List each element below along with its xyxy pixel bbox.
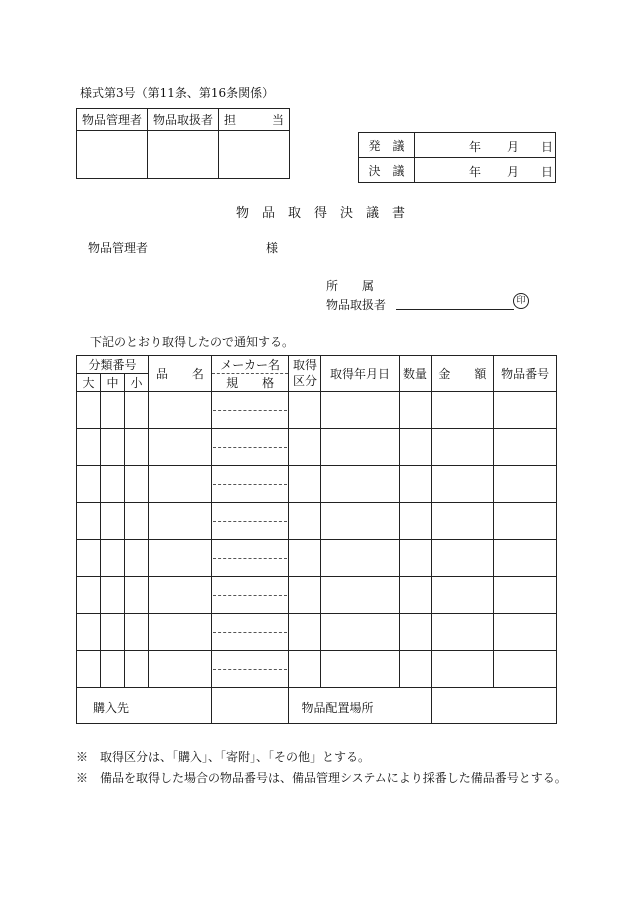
proposal-date-field[interactable]	[415, 133, 556, 158]
cell-class-mid[interactable]	[101, 503, 125, 540]
cell-amount[interactable]	[431, 651, 494, 688]
day-label: 日	[541, 140, 554, 154]
header-acq-date: 取得年月日	[321, 356, 399, 392]
cell-item-name[interactable]	[149, 392, 212, 429]
cell-acq-class[interactable]	[289, 429, 321, 466]
month-label: 月	[507, 165, 520, 179]
cell-class-small[interactable]	[125, 614, 149, 651]
cell-quantity[interactable]	[399, 392, 431, 429]
cell-maker-spec[interactable]	[211, 466, 289, 503]
approver-header: 物品管理者	[77, 109, 148, 131]
stamp-box[interactable]	[219, 131, 290, 179]
header-class-number: 分類番号	[77, 356, 149, 374]
header-amount: 金 額	[431, 356, 494, 392]
cell-item-name[interactable]	[149, 466, 212, 503]
cell-class-large[interactable]	[77, 503, 101, 540]
maker-spec-divider	[213, 632, 288, 633]
acquisition-table	[76, 355, 557, 724]
header-class-mid: 中	[101, 374, 125, 392]
location-label-cell	[289, 688, 431, 724]
cell-maker-spec[interactable]	[211, 614, 289, 651]
cell-acq-class[interactable]	[289, 392, 321, 429]
cell-class-mid[interactable]	[101, 577, 125, 614]
cell-acq-date[interactable]	[321, 577, 399, 614]
cell-class-mid[interactable]	[101, 466, 125, 503]
cell-maker-spec[interactable]	[211, 577, 289, 614]
cell-item-name[interactable]	[149, 429, 212, 466]
table-row	[77, 503, 557, 540]
year-label: 年	[469, 165, 482, 179]
cell-class-small[interactable]	[125, 651, 149, 688]
cell-acq-date[interactable]	[321, 466, 399, 503]
cell-class-large[interactable]	[77, 651, 101, 688]
cell-amount[interactable]	[431, 429, 494, 466]
table-row	[77, 540, 557, 577]
cell-class-mid[interactable]	[101, 614, 125, 651]
cell-class-large[interactable]	[77, 540, 101, 577]
cell-class-small[interactable]	[125, 429, 149, 466]
cell-amount[interactable]	[431, 577, 494, 614]
approver-header: 物品取扱者	[148, 109, 219, 131]
cell-class-large[interactable]	[77, 577, 101, 614]
seal-glyph: 印	[516, 296, 526, 306]
cell-quantity[interactable]	[399, 503, 431, 540]
cell-maker-spec[interactable]	[211, 392, 289, 429]
form-number: 様式第3号（第11条、第16条関係）	[80, 86, 275, 100]
handler-label: 物品取扱者	[326, 298, 387, 312]
cell-acq-class[interactable]	[289, 466, 321, 503]
table-row	[77, 392, 557, 429]
note-1: ※ 取得区分は、「購入」、「寄附」、「その他」とする。	[76, 750, 371, 764]
table-row	[77, 577, 557, 614]
cell-item-name[interactable]	[149, 503, 212, 540]
cell-item-number[interactable]	[494, 577, 557, 614]
cell-amount[interactable]	[431, 540, 494, 577]
cell-item-number[interactable]	[494, 466, 557, 503]
cell-quantity[interactable]	[399, 540, 431, 577]
cell-acq-date[interactable]	[321, 392, 399, 429]
header-acq-line1: 取得	[292, 357, 317, 372]
header-maker: メーカー名	[211, 356, 289, 374]
cell-class-large[interactable]	[77, 466, 101, 503]
note-2: ※ 備品を取得した場合の物品番号は、備品管理システムにより採番した備品番号とする。	[76, 771, 567, 785]
cell-item-number[interactable]	[494, 614, 557, 651]
cell-item-number[interactable]	[494, 392, 557, 429]
header-spec: 規 格	[211, 374, 289, 392]
cell-quantity[interactable]	[399, 614, 431, 651]
maker-spec-divider	[213, 595, 288, 596]
year-label: 年	[469, 140, 482, 154]
document-title: 物 品 取 得 決 議 書	[236, 206, 406, 221]
cell-class-small[interactable]	[125, 466, 149, 503]
cell-class-small[interactable]	[125, 577, 149, 614]
decision-label: 決 議	[359, 158, 415, 183]
header-quantity: 数量	[399, 356, 431, 392]
cell-acq-date[interactable]	[321, 614, 399, 651]
cell-amount[interactable]	[431, 392, 494, 429]
cell-item-name[interactable]	[149, 540, 212, 577]
cell-amount[interactable]	[431, 614, 494, 651]
maker-spec-divider	[213, 484, 288, 485]
cell-item-name[interactable]	[149, 651, 212, 688]
month-label: 月	[507, 140, 520, 154]
header-acq-line2: 区分	[292, 373, 317, 388]
cell-item-number[interactable]	[494, 429, 557, 466]
approver-header: 担 当	[219, 109, 290, 131]
cell-amount[interactable]	[431, 503, 494, 540]
decision-date-table	[358, 132, 556, 183]
cell-acq-date[interactable]	[321, 429, 399, 466]
stamp-box[interactable]	[77, 131, 148, 179]
cell-acq-class[interactable]	[289, 614, 321, 651]
location-field[interactable]	[431, 688, 556, 724]
cell-class-small[interactable]	[125, 540, 149, 577]
cell-quantity[interactable]	[399, 577, 431, 614]
cell-amount[interactable]	[431, 466, 494, 503]
approval-stamp-table	[76, 108, 290, 179]
proposal-label: 発 議	[359, 133, 415, 158]
decision-date-field[interactable]	[415, 158, 556, 183]
purchase-source-cell	[77, 688, 212, 724]
handler-name-line[interactable]	[396, 309, 514, 310]
table-row	[77, 651, 557, 688]
maker-spec-divider	[213, 558, 288, 559]
cell-quantity[interactable]	[399, 466, 431, 503]
header-class-large: 大	[77, 374, 101, 392]
cell-item-number[interactable]	[494, 503, 557, 540]
header-class-small: 小	[125, 374, 149, 392]
day-label: 日	[541, 165, 554, 179]
cell-quantity[interactable]	[399, 651, 431, 688]
cell-acq-class[interactable]	[289, 651, 321, 688]
cell-item-name[interactable]	[149, 577, 212, 614]
cell-quantity[interactable]	[399, 429, 431, 466]
maker-spec-divider	[213, 521, 288, 522]
maker-spec-divider	[213, 410, 288, 411]
table-row	[77, 466, 557, 503]
header-acq-class	[289, 356, 321, 392]
cell-acq-date[interactable]	[321, 503, 399, 540]
cell-acq-class[interactable]	[289, 540, 321, 577]
purchase-source-label: 購入先	[93, 701, 130, 715]
cell-class-large[interactable]	[77, 614, 101, 651]
cell-acq-class[interactable]	[289, 577, 321, 614]
cell-acq-date[interactable]	[321, 540, 399, 577]
cell-class-small[interactable]	[125, 503, 149, 540]
affiliation-label: 所 属	[326, 279, 375, 293]
honorific: 様	[266, 241, 279, 255]
purchase-source-field[interactable]	[211, 688, 289, 724]
stamp-box[interactable]	[148, 131, 219, 179]
cell-acq-class[interactable]	[289, 503, 321, 540]
cell-maker-spec[interactable]	[211, 429, 289, 466]
cell-class-mid[interactable]	[101, 429, 125, 466]
cell-class-mid[interactable]	[101, 651, 125, 688]
cell-maker-spec[interactable]	[211, 503, 289, 540]
cell-class-small[interactable]	[125, 392, 149, 429]
addressee-label: 物品管理者	[88, 241, 149, 255]
cell-maker-spec[interactable]	[211, 651, 289, 688]
cell-class-mid[interactable]	[101, 392, 125, 429]
maker-spec-divider	[213, 669, 288, 670]
intro-text: 下記のとおり取得したので通知する。	[90, 335, 295, 349]
cell-maker-spec[interactable]	[211, 540, 289, 577]
cell-item-number[interactable]	[494, 651, 557, 688]
cell-class-large[interactable]	[77, 392, 101, 429]
cell-class-mid[interactable]	[101, 540, 125, 577]
header-item-name: 品 名	[149, 356, 212, 392]
seal-mark	[513, 293, 529, 309]
maker-spec-divider	[213, 447, 288, 448]
cell-item-name[interactable]	[149, 614, 212, 651]
location-label: 物品配置場所	[301, 701, 374, 715]
cell-acq-date[interactable]	[321, 651, 399, 688]
header-item-number: 物品番号	[494, 356, 557, 392]
table-row	[77, 614, 557, 651]
cell-item-number[interactable]	[494, 540, 557, 577]
cell-class-large[interactable]	[77, 429, 101, 466]
table-row	[77, 429, 557, 466]
